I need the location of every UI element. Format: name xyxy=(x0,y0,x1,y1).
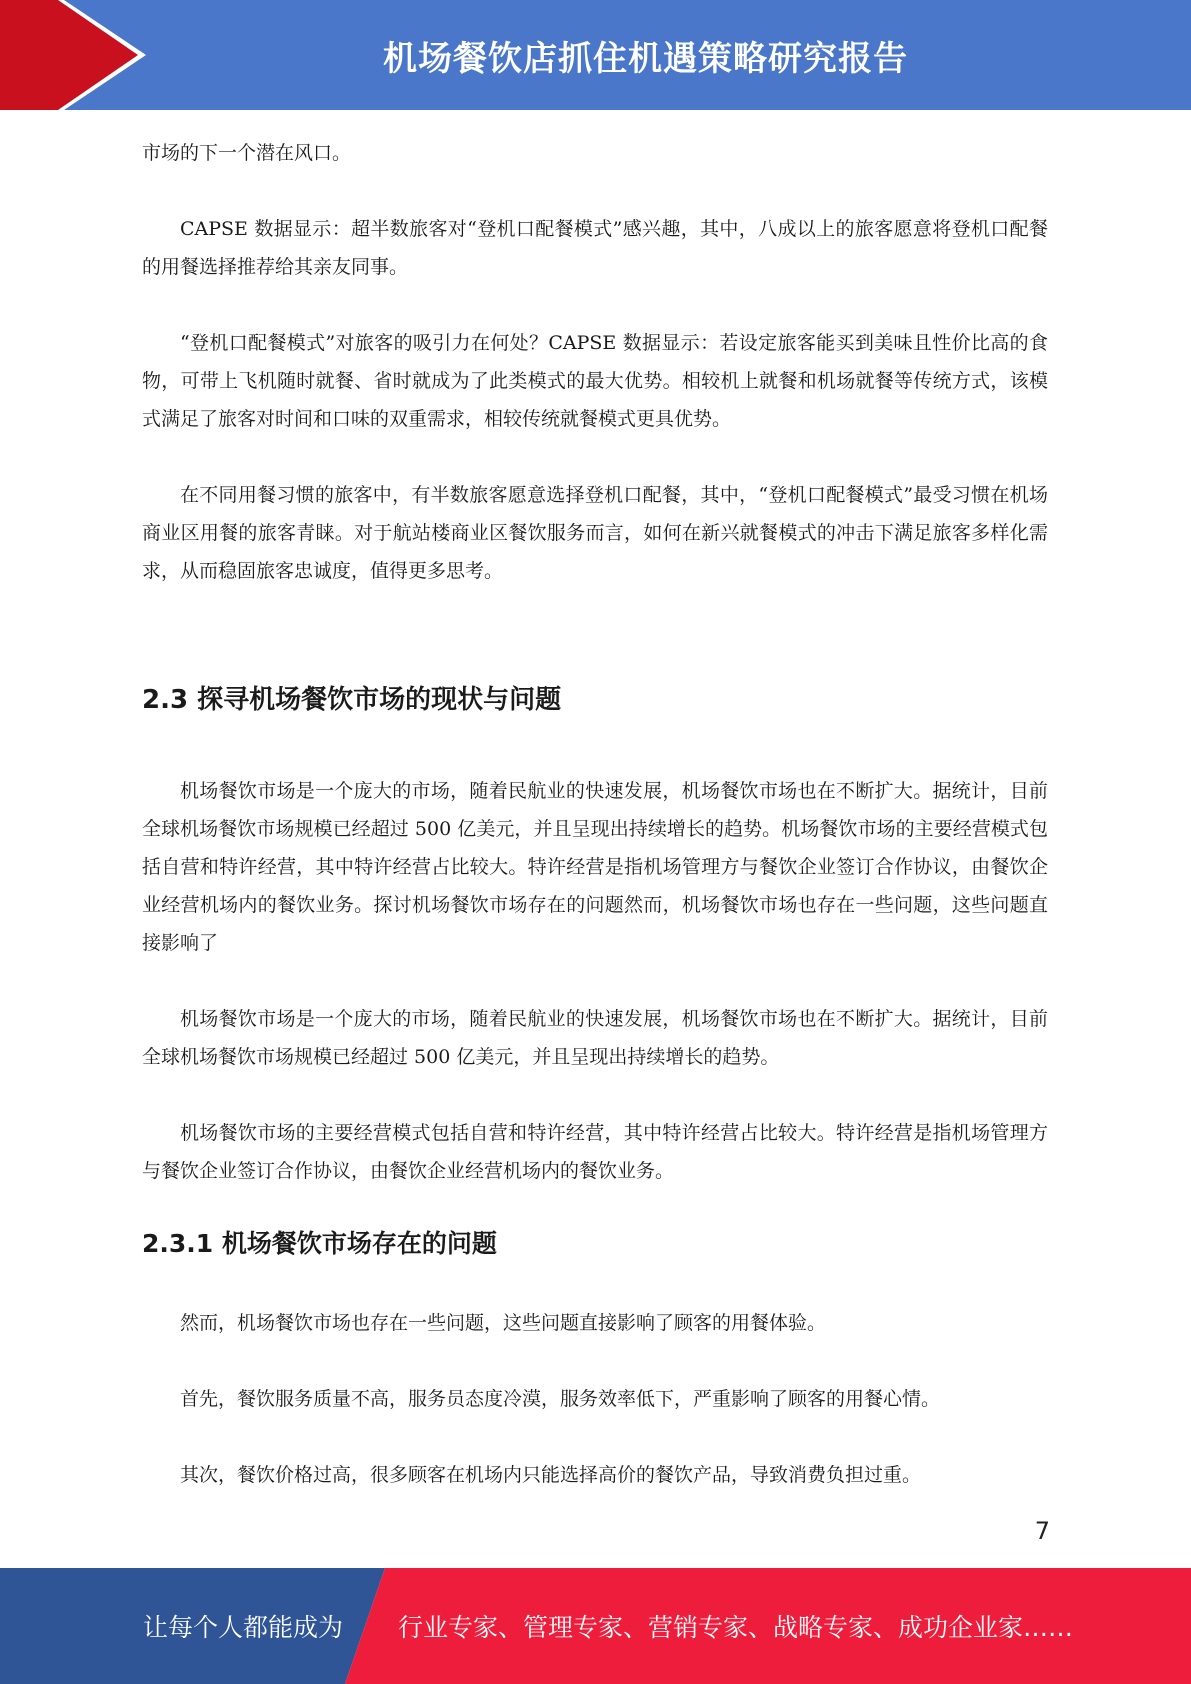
footer-banner xyxy=(0,1568,1191,1684)
paragraph: CAPSE 数据显示：超半数旅客对“登机口配餐模式”感兴趣，其中，八成以上的旅客愿意将登机口配餐的用餐选择推荐给其亲友同事。 xyxy=(142,218,1048,278)
paragraph: 首先，餐饮服务质量不高，服务员态度冷漠，服务效率低下，严重影响了顾客的用餐心情。 xyxy=(180,1388,941,1410)
footer-slogan-left: 让每个人都能成为 xyxy=(143,1613,344,1642)
paragraph: 市场的下一个潜在风口。 xyxy=(142,142,352,164)
paragraph: “登机口配餐模式”对旅客的吸引力在何处？CAPSE 数据显示：若设定旅客能买到美味且性价比高的食物，可带上飞机随时就餐、省时就成为了此类模式的最大优势。相较机上就餐和机场就餐等传统方式，该模式满足了旅客对时间和口味的双重需求，相较传统就餐模式更具优势。 xyxy=(142,332,1048,430)
page-number: 7 xyxy=(1034,1517,1050,1545)
paragraph: 机场餐饮市场是一个庞大的市场，随着民航业的快速发展，机场餐饮市场也在不断扩大。据统计，目前全球机场餐饮市场规模已经超过 500 亿美元，并且呈现出持续增长的趋势。 xyxy=(142,1008,1048,1068)
section-heading: 2.3 探寻机场餐饮市场的现状与问题 xyxy=(142,685,562,715)
page-content xyxy=(142,134,1048,1494)
footer-slogan-right: 行业专家、管理专家、营销专家、战略专家、成功企业家…… xyxy=(398,1613,1074,1642)
paragraph: 在不同用餐习惯的旅客中，有半数旅客愿意选择登机口配餐，其中，“登机口配餐模式”最受习惯在机场商业区用餐的旅客青睐。对于航站楼商业区餐饮服务而言，如何在新兴就餐模式的冲击下满足旅客多样化需求，从而稳固旅客忠诚度，值得更多思考。 xyxy=(142,484,1048,582)
header-banner xyxy=(0,0,1191,110)
paragraph: 其次，餐饮价格过高，很多顾客在机场内只能选择高价的餐饮产品，导致消费负担过重。 xyxy=(180,1464,922,1486)
paragraph: 然而，机场餐饮市场也存在一些问题，这些问题直接影响了顾客的用餐体验。 xyxy=(180,1312,827,1334)
paragraph: 机场餐饮市场的主要经营模式包括自营和特许经营，其中特许经营占比较大。特许经营是指机场管理方与餐饮企业签订合作协议，由餐饮企业经营机场内的餐饮业务。 xyxy=(142,1122,1048,1182)
paragraph: 机场餐饮市场是一个庞大的市场，随着民航业的快速发展，机场餐饮市场也在不断扩大。据统计，目前全球机场餐饮市场规模已经超过 500 亿美元，并且呈现出持续增长的趋势。机场餐饮市场的主要经营模式包括自营和特许经营，其中特许经营占比较大。特许经营是指机场管理方与餐饮企业签订合作协议，由餐饮企业经营机场内的餐饮业务。探讨机场餐饮市场存在的问题然而，机场餐饮市场也存在一些问题，这些问题直接影响了 xyxy=(142,780,1048,954)
subsection-heading: 2.3.1 机场餐饮市场存在的问题 xyxy=(142,1229,497,1258)
document-title: 机场餐饮店抓住机遇策略研究报告 xyxy=(383,38,908,79)
